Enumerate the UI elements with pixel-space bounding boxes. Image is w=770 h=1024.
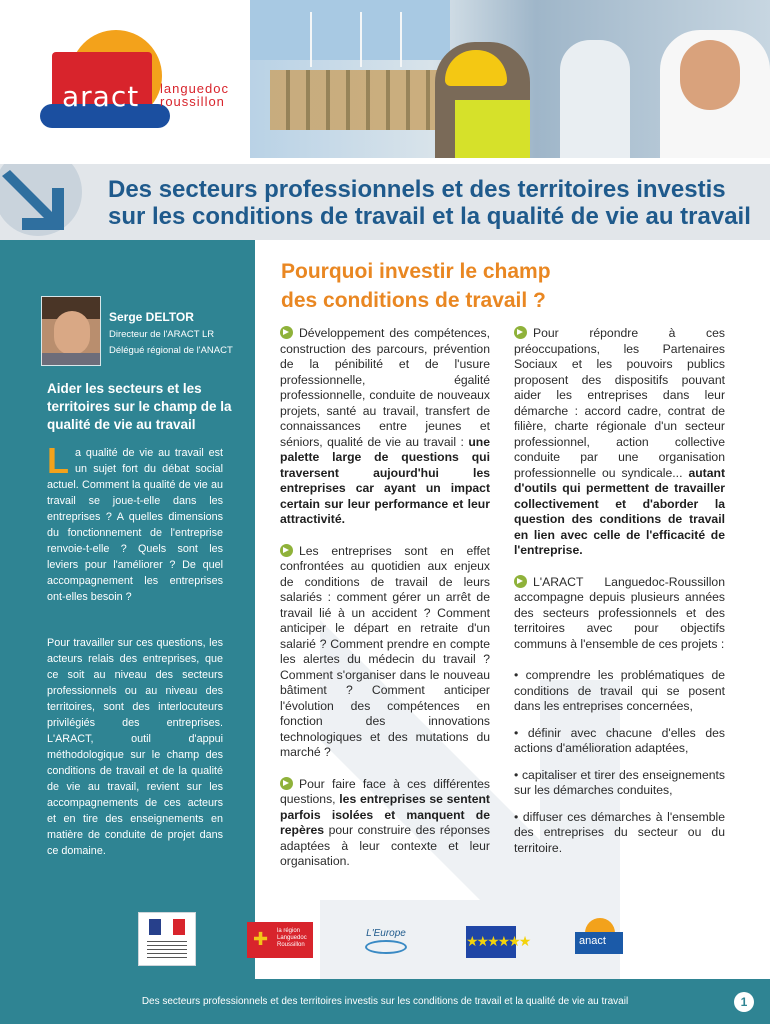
section-title-line2: des conditions de travail ? [281, 289, 546, 312]
portrait-face [54, 311, 90, 355]
paragraph-emphasis: une palette large de questions qui traversent aujourd'hui les entreprises car ayant un impact certain sur leur performance et leur attractivité. [280, 434, 490, 526]
footer-text: Des secteurs professionnels et des territoires investis sur les conditions de travail et la qualité de vie au travail [141, 996, 629, 1007]
page-title-line2: sur les conditions de travail et la qualité de vie au travail [108, 203, 751, 230]
region-logo-text [277, 928, 307, 949]
occitan-cross-icon: ✚ [253, 929, 269, 949]
section-title-line1: Pourquoi investir le champ [281, 260, 551, 283]
author-role: Directeur de l'ARACT LR [109, 329, 215, 340]
header-photo-collage [250, 0, 770, 158]
paragraph-text: Les entreprises sont en effet confrontées au quotidien aux enjeux de conditions de travail de leurs salariés : comment gérer un arrêt de travail lié à un accident ? Comment anticiper le départ en retraite d'un salarié ? Comment prendre en compte les alertes du médecin du travail ? Comment s'organiser dans le nouveau bâtiment ? Comment anticiper l'évolution des compétences en fonction des innovations technologiques et des mutations du marché ? [280, 543, 490, 759]
sidebar-paragraph-text: a qualité de vie au travail est un sujet fort du débat social actuel. Comment la qualité de vie au travail se joue-t-elle dans les entreprises ? A quelles dimensions du fonctionnement de l'entreprise renvoie-t-elle ? Quels sont les leviers pour l'améliorer ? De quel accompagnement les entreprises ont-elles besoin ? [47, 447, 223, 603]
section-title [281, 257, 641, 315]
header-band [0, 0, 770, 164]
arrow-right-icon [280, 544, 293, 557]
republique-francaise-logo [138, 912, 196, 966]
paragraph-text: Pour répondre à ces préoccupations, les Partenaires Sociaux et les pouvoirs publics proposent des dispositifs pouvant aider les entreprises dans leur démarche : accord cadre, contrat de filière, charte régionale d'un secteur professionnel, action collective conduite par une organisation professionnelle ou syndicale... [514, 326, 725, 480]
article-paragraph [514, 326, 725, 559]
photo-lab-worker [560, 40, 630, 158]
drop-cap: L [47, 440, 69, 481]
eu-flag-logo [466, 926, 530, 958]
paragraph-text: L'ARACT Languedoc-Roussillon accompagne depuis plusieurs années des secteurs professionnels et des territoires avec pour objectifs communs à l'ensemble de ces projets : [514, 574, 725, 651]
photo-safety-vest [455, 100, 530, 158]
partner-logos [130, 912, 760, 972]
europe-engage-logo [355, 920, 417, 960]
arrow-right-icon [280, 326, 293, 339]
page-number: 1 [734, 992, 754, 1012]
logo-region-line1: languedoc [160, 81, 229, 96]
wind-turbine-icon [400, 12, 402, 67]
paragraph-text: pour construire des réponses adaptées à leur contexte et leur organisation. [280, 823, 490, 868]
logo-region-line2: roussillon [160, 94, 225, 109]
author-portrait [41, 296, 101, 366]
paragraph-emphasis: les entreprises se sentent parfois isolées et manquent de repères [280, 792, 490, 837]
aract-logo-region [160, 82, 229, 108]
aract-logo-text: aract [62, 80, 140, 113]
article-column-left [280, 326, 490, 886]
wind-turbine-icon [310, 12, 312, 67]
region-languedoc-roussillon-logo [247, 922, 313, 958]
sidebar-paragraph: Pour travailler sur ces questions, les acteurs relais des entreprises, que ce soit au niveau des secteurs professionnels ou au niveau des territoires, sont des interlocuteurs privilégiés des entreprises. L'ARACT, outil d'appui méthodologique sur le champ des conditions de travail et de la qualité de vie au travail, revient sur les accompagnements de ces acteurs et en tire des enseignements en matière de conduite de projet dans ce domaine. [47, 637, 223, 857]
article-paragraph [514, 575, 725, 653]
author-name: Serge DELTOR [109, 310, 194, 324]
author-role-secondary: Délégué régional de l'ANACT [109, 345, 233, 356]
editorial-sidebar [0, 240, 255, 979]
region-logo-line3: Roussillon [277, 942, 305, 948]
wind-turbine-icon [360, 12, 362, 67]
eu-stars-icon: ★★★★★★ [466, 933, 530, 949]
arrow-right-icon [514, 326, 527, 339]
paragraph-emphasis: autant d'outils qui permettent de travailler collectivement et d'aborder la question des conditions de travail en lien avec celle de l'efficacité de l'entreprise. [514, 465, 725, 557]
title-band [0, 164, 770, 240]
logo-text-lines [147, 941, 187, 961]
photo-face [680, 40, 740, 110]
anact-logo [575, 918, 623, 962]
region-logo-line2: Languedoc [277, 935, 307, 941]
anact-logo-text: anact [579, 935, 606, 947]
paragraph-text: Pour faire face à ces différentes questions, [280, 776, 490, 806]
sidebar-heading: Aider les secteurs et les territoires sur le champ de la qualité de vie au travail [47, 381, 232, 432]
bullet-item: • comprendre les problématiques de conditions de travail qui se posent dans les entreprises concernées, [514, 668, 725, 713]
photo-aqueduct [270, 70, 440, 130]
region-logo-line1: la région [277, 928, 301, 934]
sidebar-paragraph [47, 440, 223, 605]
page-footer [0, 979, 770, 1024]
europe-engage-text: L'Europe [366, 928, 406, 939]
bullet-item: • définir avec chacune d'elles des actions d'amélioration adaptées, [514, 725, 725, 755]
article-column-right [514, 326, 725, 867]
arrow-right-icon [280, 777, 293, 790]
french-flag-icon [149, 919, 185, 935]
page-title [108, 176, 764, 230]
article-paragraph [280, 544, 490, 761]
arrow-down-right-icon [0, 164, 96, 240]
article-paragraph [280, 326, 490, 528]
page-title-line1: Des secteurs professionnels et des territoires investis [108, 176, 726, 203]
bullet-item: • capitaliser et tirer des enseignements sur les démarches conduites, [514, 767, 725, 797]
photo-sky [250, 0, 450, 60]
portrait-shirt [42, 353, 101, 366]
arrow-right-icon [514, 575, 527, 588]
paragraph-text: Développement des compétences, construction des parcours, prévention de la pénibilité et de l'usure professionnelle, égalité professionnelle, conduite de nouveaux projets, santé au travail, transfert de connaissances entre jeunes et séniors, qualité de vie au travail : [280, 326, 490, 449]
bullet-item: • diffuser ces démarches à l'ensemble des entreprises du secteur ou du territoire. [514, 809, 725, 855]
europe-engage-ring [365, 940, 407, 954]
article-paragraph [280, 777, 490, 870]
